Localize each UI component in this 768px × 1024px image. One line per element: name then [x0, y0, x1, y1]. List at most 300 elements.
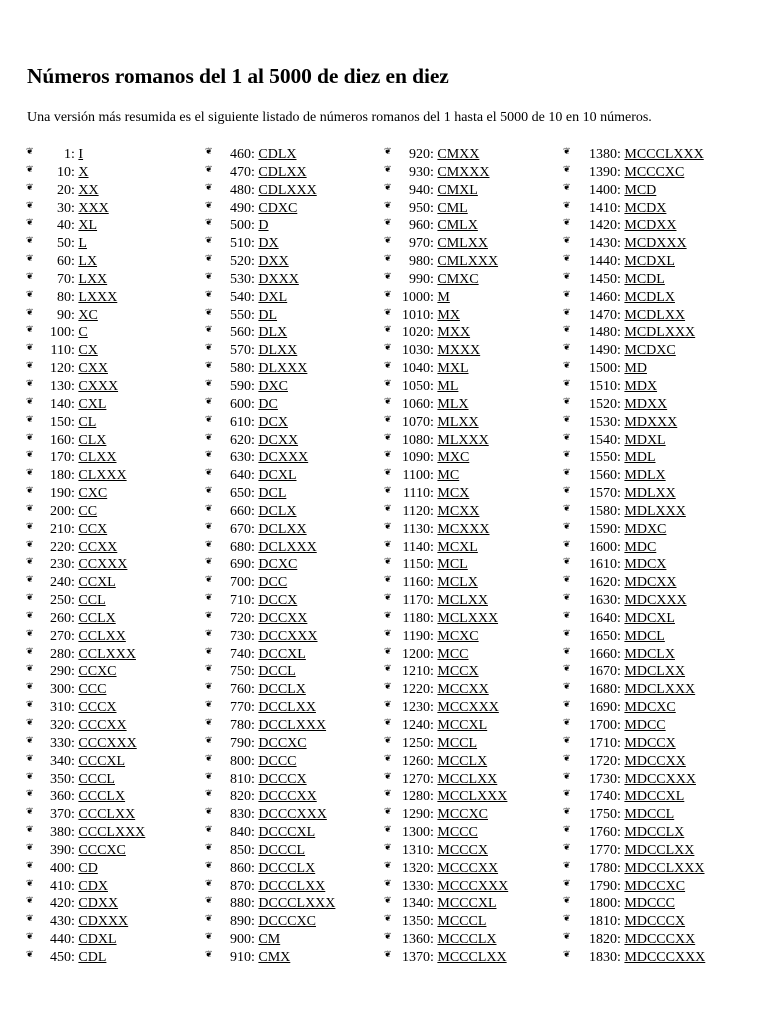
roman-numeral-link[interactable]: MDCCLX	[624, 825, 685, 841]
fleuron-bullet-icon: ❦	[384, 699, 392, 710]
arabic-number: 1120	[402, 503, 430, 519]
list-item	[563, 771, 705, 789]
separator: :	[617, 593, 625, 609]
fleuron-bullet-icon: ❦	[384, 806, 392, 817]
roman-numeral-link[interactable]: MDC	[624, 539, 657, 555]
list-item	[205, 485, 335, 503]
roman-numeral-link[interactable]: DCLXXX	[258, 539, 317, 555]
arabic-number: 470	[230, 164, 251, 180]
arabic-number: 770	[230, 700, 251, 716]
fleuron-bullet-icon: ❦	[384, 895, 392, 906]
list-item	[205, 307, 335, 325]
fleuron-bullet-icon: ❦	[563, 699, 571, 710]
roman-numeral-link[interactable]: MCLX	[437, 575, 478, 591]
roman-numeral-link[interactable]: CLX	[78, 432, 107, 448]
fleuron-bullet-icon: ❦	[26, 824, 34, 835]
roman-numeral-link[interactable]: CDXL	[78, 932, 117, 948]
list-item	[384, 271, 508, 289]
separator: :	[617, 753, 625, 769]
list-item	[563, 646, 705, 664]
roman-numeral-link[interactable]: DCCX	[258, 593, 298, 609]
roman-numeral-link[interactable]: MLXXX	[437, 432, 489, 448]
arabic-number: 1010	[402, 307, 430, 323]
roman-numeral-link[interactable]: DCXX	[258, 432, 299, 448]
roman-numeral-link[interactable]: DXC	[258, 378, 288, 394]
roman-numeral-link[interactable]: CCXX	[78, 539, 118, 555]
roman-numeral-link[interactable]: MDCC	[624, 718, 666, 733]
roman-numeral-link[interactable]: MDCCCXX	[624, 932, 696, 948]
roman-numeral-link[interactable]: DCCCXXX	[258, 807, 327, 823]
arabic-number: 1780	[589, 860, 617, 876]
roman-numeral-link[interactable]: DX	[258, 236, 279, 252]
list-item	[205, 217, 335, 235]
separator: :	[617, 521, 625, 537]
roman-numeral-link[interactable]: DCCCXX	[258, 789, 317, 805]
roman-numeral-link[interactable]: LX	[78, 254, 98, 270]
roman-numeral-link[interactable]: DCCCXC	[258, 914, 316, 930]
arabic-number: 590	[230, 378, 251, 394]
roman-numeral-link[interactable]: MCCCXC	[624, 164, 685, 180]
list-item	[384, 663, 508, 681]
list-item	[384, 699, 508, 717]
roman-numeral-link[interactable]: MXC	[437, 450, 470, 466]
fleuron-bullet-icon: ❦	[26, 841, 34, 852]
list-item	[26, 271, 145, 289]
roman-numeral-link[interactable]: X	[78, 164, 89, 180]
roman-numeral-link[interactable]: CCCX	[78, 700, 117, 716]
roman-numeral-link[interactable]: MCCXXX	[437, 700, 499, 716]
fleuron-bullet-icon: ❦	[563, 645, 571, 656]
roman-numeral-link[interactable]: CX	[78, 343, 98, 359]
roman-numeral-link[interactable]: MCDXX	[624, 218, 677, 234]
roman-numeral-link[interactable]: DCCCLX	[258, 860, 316, 876]
roman-numeral-link[interactable]: LXX	[78, 271, 108, 287]
separator: :	[617, 718, 625, 733]
arabic-number: 830	[230, 807, 251, 823]
roman-numeral-link[interactable]: CCCXL	[78, 753, 126, 769]
list-item	[26, 574, 145, 592]
list-item	[384, 324, 508, 342]
separator: :	[71, 718, 79, 733]
roman-numeral-link[interactable]: MCL	[437, 557, 468, 573]
roman-numeral-link[interactable]: CDX	[78, 878, 108, 894]
roman-numeral-link[interactable]: MCCCLXXX	[624, 147, 704, 162]
list-item	[205, 628, 335, 646]
separator: :	[71, 825, 79, 841]
roman-numeral-link[interactable]: CDLXX	[258, 164, 307, 180]
roman-numeral-link[interactable]: MDCLXXX	[624, 682, 696, 698]
separator: :	[251, 378, 259, 394]
roman-numeral-link[interactable]: MCDLX	[624, 289, 675, 305]
roman-numeral-link[interactable]: MDCXC	[624, 700, 676, 716]
roman-numeral-link[interactable]: DCC	[258, 575, 288, 591]
list-item	[205, 503, 335, 521]
roman-numeral-link[interactable]: C	[78, 325, 88, 341]
list-item	[384, 842, 508, 860]
separator: :	[617, 236, 625, 252]
fleuron-bullet-icon: ❦	[205, 377, 213, 388]
roman-numeral-link[interactable]: DCCLX	[258, 682, 306, 698]
separator: :	[430, 860, 438, 876]
arabic-number: 720	[230, 610, 251, 626]
roman-numeral-link[interactable]: CXL	[78, 396, 107, 412]
roman-numeral-link[interactable]: XXX	[78, 200, 109, 216]
roman-numeral-link[interactable]: MCDL	[624, 271, 665, 287]
roman-numeral-link[interactable]: CCL	[78, 593, 106, 609]
arabic-number: 1580	[589, 503, 617, 519]
arabic-number: 350	[50, 771, 71, 787]
roman-numeral-link[interactable]: CC	[78, 503, 98, 519]
list-item	[384, 503, 508, 521]
roman-numeral-link[interactable]: DCCXXX	[258, 628, 318, 644]
separator: :	[430, 147, 438, 162]
list-item	[384, 913, 508, 931]
roman-numeral-link[interactable]: MDCCL	[624, 807, 675, 823]
fleuron-bullet-icon: ❦	[26, 574, 34, 585]
roman-numeral-link[interactable]: CDXXX	[78, 914, 129, 930]
roman-numeral-link[interactable]: MCCXC	[437, 807, 488, 823]
fleuron-bullet-icon: ❦	[205, 931, 213, 942]
roman-numeral-link[interactable]: CMXX	[437, 147, 480, 162]
separator: :	[617, 539, 625, 555]
arabic-number: 40	[57, 218, 71, 234]
roman-numeral-link[interactable]: XL	[78, 218, 98, 234]
roman-numeral-link[interactable]: MLX	[437, 396, 469, 412]
roman-numeral-link[interactable]: MCCCX	[437, 842, 488, 858]
arabic-number: 380	[50, 825, 71, 841]
roman-numeral-link[interactable]: MCCXX	[437, 682, 489, 698]
roman-numeral-link[interactable]: MCCCLX	[437, 932, 497, 948]
fleuron-bullet-icon: ❦	[563, 163, 571, 174]
roman-numeral-link[interactable]: CCC	[78, 682, 107, 698]
roman-numeral-link[interactable]: MX	[437, 307, 460, 323]
fleuron-bullet-icon: ❦	[563, 217, 571, 228]
list-item	[563, 717, 705, 735]
roman-numeral-link[interactable]: DCXL	[258, 468, 297, 484]
list-item	[563, 271, 705, 289]
roman-numeral-link[interactable]: CCCLX	[78, 789, 126, 805]
roman-numeral-link[interactable]: MDCCXXX	[624, 771, 696, 787]
roman-numeral-link[interactable]: MDCCXC	[624, 878, 686, 894]
roman-numeral-link[interactable]: MCXC	[437, 628, 479, 644]
roman-numeral-link[interactable]: DC	[258, 396, 278, 412]
roman-numeral-link[interactable]: CXC	[78, 486, 108, 502]
fleuron-bullet-icon: ❦	[563, 895, 571, 906]
roman-numeral-link[interactable]: DCXC	[258, 557, 298, 573]
roman-numeral-link[interactable]: MCDLXXX	[624, 325, 696, 341]
roman-numeral-link[interactable]: MDXC	[624, 521, 667, 537]
roman-numeral-link[interactable]: MCDXL	[624, 254, 675, 270]
arabic-number: 880	[230, 896, 251, 912]
roman-numeral-link[interactable]: MD	[624, 361, 647, 377]
roman-numeral-link[interactable]: CCXL	[78, 575, 116, 591]
roman-numeral-link[interactable]: MDCCCX	[624, 914, 686, 930]
fleuron-bullet-icon: ❦	[563, 627, 571, 638]
roman-numeral-link[interactable]: MCCCLXX	[437, 949, 507, 965]
roman-numeral-link[interactable]: CCLXXX	[78, 646, 136, 662]
roman-numeral-link[interactable]: MDCLXX	[624, 664, 686, 680]
roman-numeral-link[interactable]: MCCX	[437, 664, 479, 680]
roman-numeral-link[interactable]: MCLXX	[437, 593, 488, 609]
separator: :	[251, 932, 259, 948]
roman-numeral-link[interactable]: CMX	[258, 949, 291, 965]
roman-numeral-link[interactable]: MCXX	[437, 503, 480, 519]
roman-numeral-link[interactable]: DCCLXXX	[258, 718, 327, 733]
roman-numeral-link[interactable]: MDCCLXXX	[624, 860, 705, 876]
separator: :	[617, 825, 625, 841]
roman-numeral-link[interactable]: MXL	[437, 361, 469, 377]
roman-numeral-link[interactable]: CCCLXXX	[78, 825, 146, 841]
roman-numeral-link[interactable]: DCCCLXXX	[258, 896, 336, 912]
list-item	[384, 217, 508, 235]
list-item	[26, 164, 145, 182]
roman-numeral-link[interactable]: M	[437, 289, 450, 305]
separator: :	[251, 682, 259, 698]
roman-numeral-link[interactable]: D	[258, 218, 269, 234]
roman-numeral-link[interactable]: CDXX	[78, 896, 119, 912]
fleuron-bullet-icon: ❦	[26, 788, 34, 799]
roman-numeral-link[interactable]: MDCXXX	[624, 593, 687, 609]
roman-numeral-link[interactable]: MCXXX	[437, 521, 490, 537]
fleuron-bullet-icon: ❦	[205, 609, 213, 620]
roman-numeral-link[interactable]: CCXC	[78, 664, 117, 680]
roman-numeral-link[interactable]: MXXX	[437, 343, 481, 359]
roman-numeral-link[interactable]: CDL	[78, 949, 107, 965]
roman-numeral-link[interactable]: DLXXX	[258, 361, 308, 377]
roman-numeral-link[interactable]: CCCXXX	[78, 735, 137, 751]
roman-numeral-link[interactable]: MDXX	[624, 396, 668, 412]
roman-numeral-link[interactable]: MCDXC	[624, 343, 676, 359]
arabic-number: 870	[230, 878, 251, 894]
roman-numeral-link[interactable]: MCCC	[437, 825, 478, 841]
roman-numeral-link[interactable]: DCCXC	[258, 735, 307, 751]
separator: :	[617, 200, 625, 216]
roman-numeral-link[interactable]: MCCCL	[437, 914, 487, 930]
separator: :	[251, 521, 259, 537]
roman-numeral-link[interactable]: L	[78, 236, 87, 252]
roman-numeral-link[interactable]: CLXXX	[78, 468, 127, 484]
roman-numeral-link[interactable]: DCX	[258, 414, 288, 430]
roman-numeral-link[interactable]: CL	[78, 414, 97, 430]
separator: :	[430, 807, 438, 823]
roman-numeral-link[interactable]: CXX	[78, 361, 108, 377]
roman-numeral-link[interactable]: MDLXXX	[624, 503, 686, 519]
roman-numeral-link[interactable]: MDCXL	[624, 610, 675, 626]
list-item	[384, 539, 508, 557]
list-item	[205, 913, 335, 931]
roman-numeral-link[interactable]: CXXX	[78, 378, 119, 394]
arabic-number: 160	[50, 432, 71, 448]
roman-numeral-link[interactable]: MCLXXX	[437, 610, 499, 626]
roman-numeral-link[interactable]: MCX	[437, 486, 470, 502]
separator: :	[71, 486, 79, 502]
roman-numeral-link[interactable]: XX	[78, 182, 99, 198]
roman-numeral-link[interactable]: MDCLX	[624, 646, 675, 662]
roman-numeral-link[interactable]: MDCX	[624, 557, 667, 573]
fleuron-bullet-icon: ❦	[26, 181, 34, 192]
fleuron-bullet-icon: ❦	[205, 663, 213, 674]
roman-numeral-link[interactable]: MDL	[624, 450, 656, 466]
roman-numeral-link[interactable]: DCLXX	[258, 521, 307, 537]
roman-numeral-link[interactable]: CCCXC	[78, 842, 126, 858]
separator: :	[617, 575, 625, 591]
roman-numeral-link[interactable]: DCCC	[258, 753, 297, 769]
roman-numeral-link[interactable]: CCCLXX	[78, 807, 136, 823]
separator: :	[430, 182, 438, 198]
roman-numeral-link[interactable]: CLXX	[78, 450, 117, 466]
separator: :	[430, 414, 438, 430]
roman-numeral-link[interactable]: CDLXXX	[258, 182, 317, 198]
fleuron-bullet-icon: ❦	[563, 485, 571, 496]
list-item	[563, 949, 705, 967]
fleuron-bullet-icon: ❦	[26, 913, 34, 924]
roman-numeral-link[interactable]: MCDXXX	[624, 236, 687, 252]
fleuron-bullet-icon: ❦	[384, 253, 392, 264]
roman-numeral-link[interactable]: CCX	[78, 521, 108, 537]
list-item	[205, 824, 335, 842]
roman-numeral-link[interactable]: CDLX	[258, 147, 297, 162]
list-item	[563, 824, 705, 842]
roman-numeral-link[interactable]: CCLX	[78, 610, 116, 626]
list-item	[384, 610, 508, 628]
roman-numeral-link[interactable]: DCLX	[258, 503, 297, 519]
separator: :	[430, 289, 438, 305]
roman-numeral-link[interactable]: MDCCXX	[624, 753, 686, 769]
list-item	[205, 467, 335, 485]
roman-numeral-link[interactable]: MCDX	[624, 200, 667, 216]
list-item	[26, 913, 145, 931]
roman-numeral-link[interactable]: MCCL	[437, 735, 478, 751]
roman-numeral-link[interactable]: CML	[437, 200, 468, 216]
separator: :	[71, 432, 79, 448]
roman-numeral-link[interactable]: DXX	[258, 254, 289, 270]
roman-numeral-link[interactable]: DCXXX	[258, 450, 309, 466]
arabic-number: 890	[230, 914, 251, 930]
arabic-number: 930	[409, 164, 430, 180]
roman-numeral-link[interactable]: CDXC	[258, 200, 298, 216]
separator: :	[71, 700, 79, 716]
roman-numeral-link[interactable]: DCCCXL	[258, 825, 316, 841]
fleuron-bullet-icon: ❦	[26, 770, 34, 781]
roman-numeral-link[interactable]: I	[78, 147, 84, 162]
fleuron-bullet-icon: ❦	[563, 538, 571, 549]
fleuron-bullet-icon: ❦	[563, 752, 571, 763]
roman-numeral-link[interactable]: CD	[78, 860, 98, 876]
roman-numeral-link[interactable]: MDCCC	[624, 896, 675, 912]
roman-numeral-link[interactable]: MCCCXX	[437, 860, 499, 876]
roman-numeral-link[interactable]: MDCCCXXX	[624, 949, 706, 965]
roman-numeral-link[interactable]: MDLX	[624, 468, 666, 484]
roman-numeral-link[interactable]: CCLXX	[78, 628, 126, 644]
roman-numeral-link[interactable]: DLXX	[258, 343, 298, 359]
roman-numeral-link[interactable]: MCCLX	[437, 753, 488, 769]
roman-numeral-link[interactable]: MCXL	[437, 539, 478, 555]
roman-numeral-link[interactable]: DCCCLXX	[258, 878, 326, 894]
list-item	[205, 449, 335, 467]
list-item	[563, 806, 705, 824]
roman-numeral-link[interactable]: DCL	[258, 486, 287, 502]
arabic-number: 1300	[402, 825, 430, 841]
roman-numeral-link[interactable]: MDCCX	[624, 735, 676, 751]
roman-numeral-link[interactable]: MDXXX	[624, 414, 678, 430]
fleuron-bullet-icon: ❦	[26, 342, 34, 353]
roman-numeral-link[interactable]: MXX	[437, 325, 471, 341]
roman-numeral-link[interactable]: MDX	[624, 378, 658, 394]
fleuron-bullet-icon: ❦	[384, 841, 392, 852]
arabic-number: 200	[50, 503, 71, 519]
roman-numeral-link[interactable]: MDCCXL	[624, 789, 685, 805]
separator: :	[71, 842, 79, 858]
roman-numeral-link[interactable]: XC	[78, 307, 98, 323]
separator: :	[251, 486, 259, 502]
roman-numeral-link[interactable]: DL	[258, 307, 278, 323]
roman-numeral-link[interactable]: MCC	[437, 646, 469, 662]
fleuron-bullet-icon: ❦	[26, 395, 34, 406]
roman-numeral-link[interactable]: DCCL	[258, 664, 296, 680]
roman-numeral-link[interactable]: CMLX	[437, 218, 478, 234]
roman-numeral-link[interactable]: MCCCXXX	[437, 878, 509, 894]
roman-numeral-link[interactable]: CMXXX	[437, 164, 490, 180]
roman-numeral-link[interactable]: CMLXX	[437, 236, 488, 252]
roman-numeral-link[interactable]: DCCCL	[258, 842, 306, 858]
roman-numeral-link[interactable]: DLX	[258, 325, 288, 341]
roman-numeral-link[interactable]: DXXX	[258, 271, 299, 287]
roman-numeral-link[interactable]: DXL	[258, 289, 288, 305]
roman-numeral-link[interactable]: CCXXX	[78, 557, 128, 573]
fleuron-bullet-icon: ❦	[205, 734, 213, 745]
arabic-number: 750	[230, 664, 251, 680]
roman-numeral-link[interactable]: DCCXL	[258, 646, 306, 662]
roman-numeral-link[interactable]: DCCCX	[258, 771, 307, 787]
roman-numeral-link[interactable]: MCCLXXX	[437, 789, 508, 805]
fleuron-bullet-icon: ❦	[205, 645, 213, 656]
roman-numeral-link[interactable]: CCCL	[78, 771, 115, 787]
separator: :	[251, 432, 259, 448]
roman-numeral-link[interactable]: CMXL	[437, 182, 478, 198]
roman-numeral-link[interactable]: MCCLXX	[437, 771, 498, 787]
roman-numeral-link[interactable]: MCD	[624, 182, 657, 198]
roman-numeral-link[interactable]: MC	[437, 468, 460, 484]
list-item	[26, 253, 145, 271]
roman-numeral-link[interactable]: CM	[258, 932, 281, 948]
roman-numeral-link[interactable]: DCCXX	[258, 610, 308, 626]
roman-numeral-link[interactable]: MDLXX	[624, 486, 676, 502]
fleuron-bullet-icon: ❦	[563, 770, 571, 781]
roman-numeral-link[interactable]: MDCL	[624, 628, 665, 644]
roman-numeral-link[interactable]: CMLXXX	[437, 254, 499, 270]
roman-numeral-link[interactable]: MLXX	[437, 414, 479, 430]
roman-numeral-link[interactable]: MDXL	[624, 432, 666, 448]
roman-numeral-link[interactable]: MDCXX	[624, 575, 677, 591]
roman-numeral-link[interactable]: MCCCXL	[437, 896, 497, 912]
arabic-number: 390	[50, 842, 71, 858]
roman-numeral-link[interactable]: CCCXX	[78, 718, 127, 733]
fleuron-bullet-icon: ❦	[384, 948, 392, 959]
arabic-number: 360	[50, 789, 71, 805]
roman-numeral-link[interactable]: DCCLXX	[258, 700, 316, 716]
roman-numeral-link[interactable]: MCDLXX	[624, 307, 686, 323]
list-item	[26, 503, 145, 521]
roman-numeral-link[interactable]: MDCCLXX	[624, 842, 695, 858]
roman-numeral-link[interactable]: LXXX	[78, 289, 118, 305]
fleuron-bullet-icon: ❦	[205, 752, 213, 763]
roman-numeral-link[interactable]: ML	[437, 378, 459, 394]
list-item	[384, 467, 508, 485]
list-item	[26, 949, 145, 967]
roman-numeral-link[interactable]: CMXC	[437, 271, 479, 287]
fleuron-bullet-icon: ❦	[26, 592, 34, 603]
roman-numeral-link[interactable]: MCCXL	[437, 718, 488, 733]
